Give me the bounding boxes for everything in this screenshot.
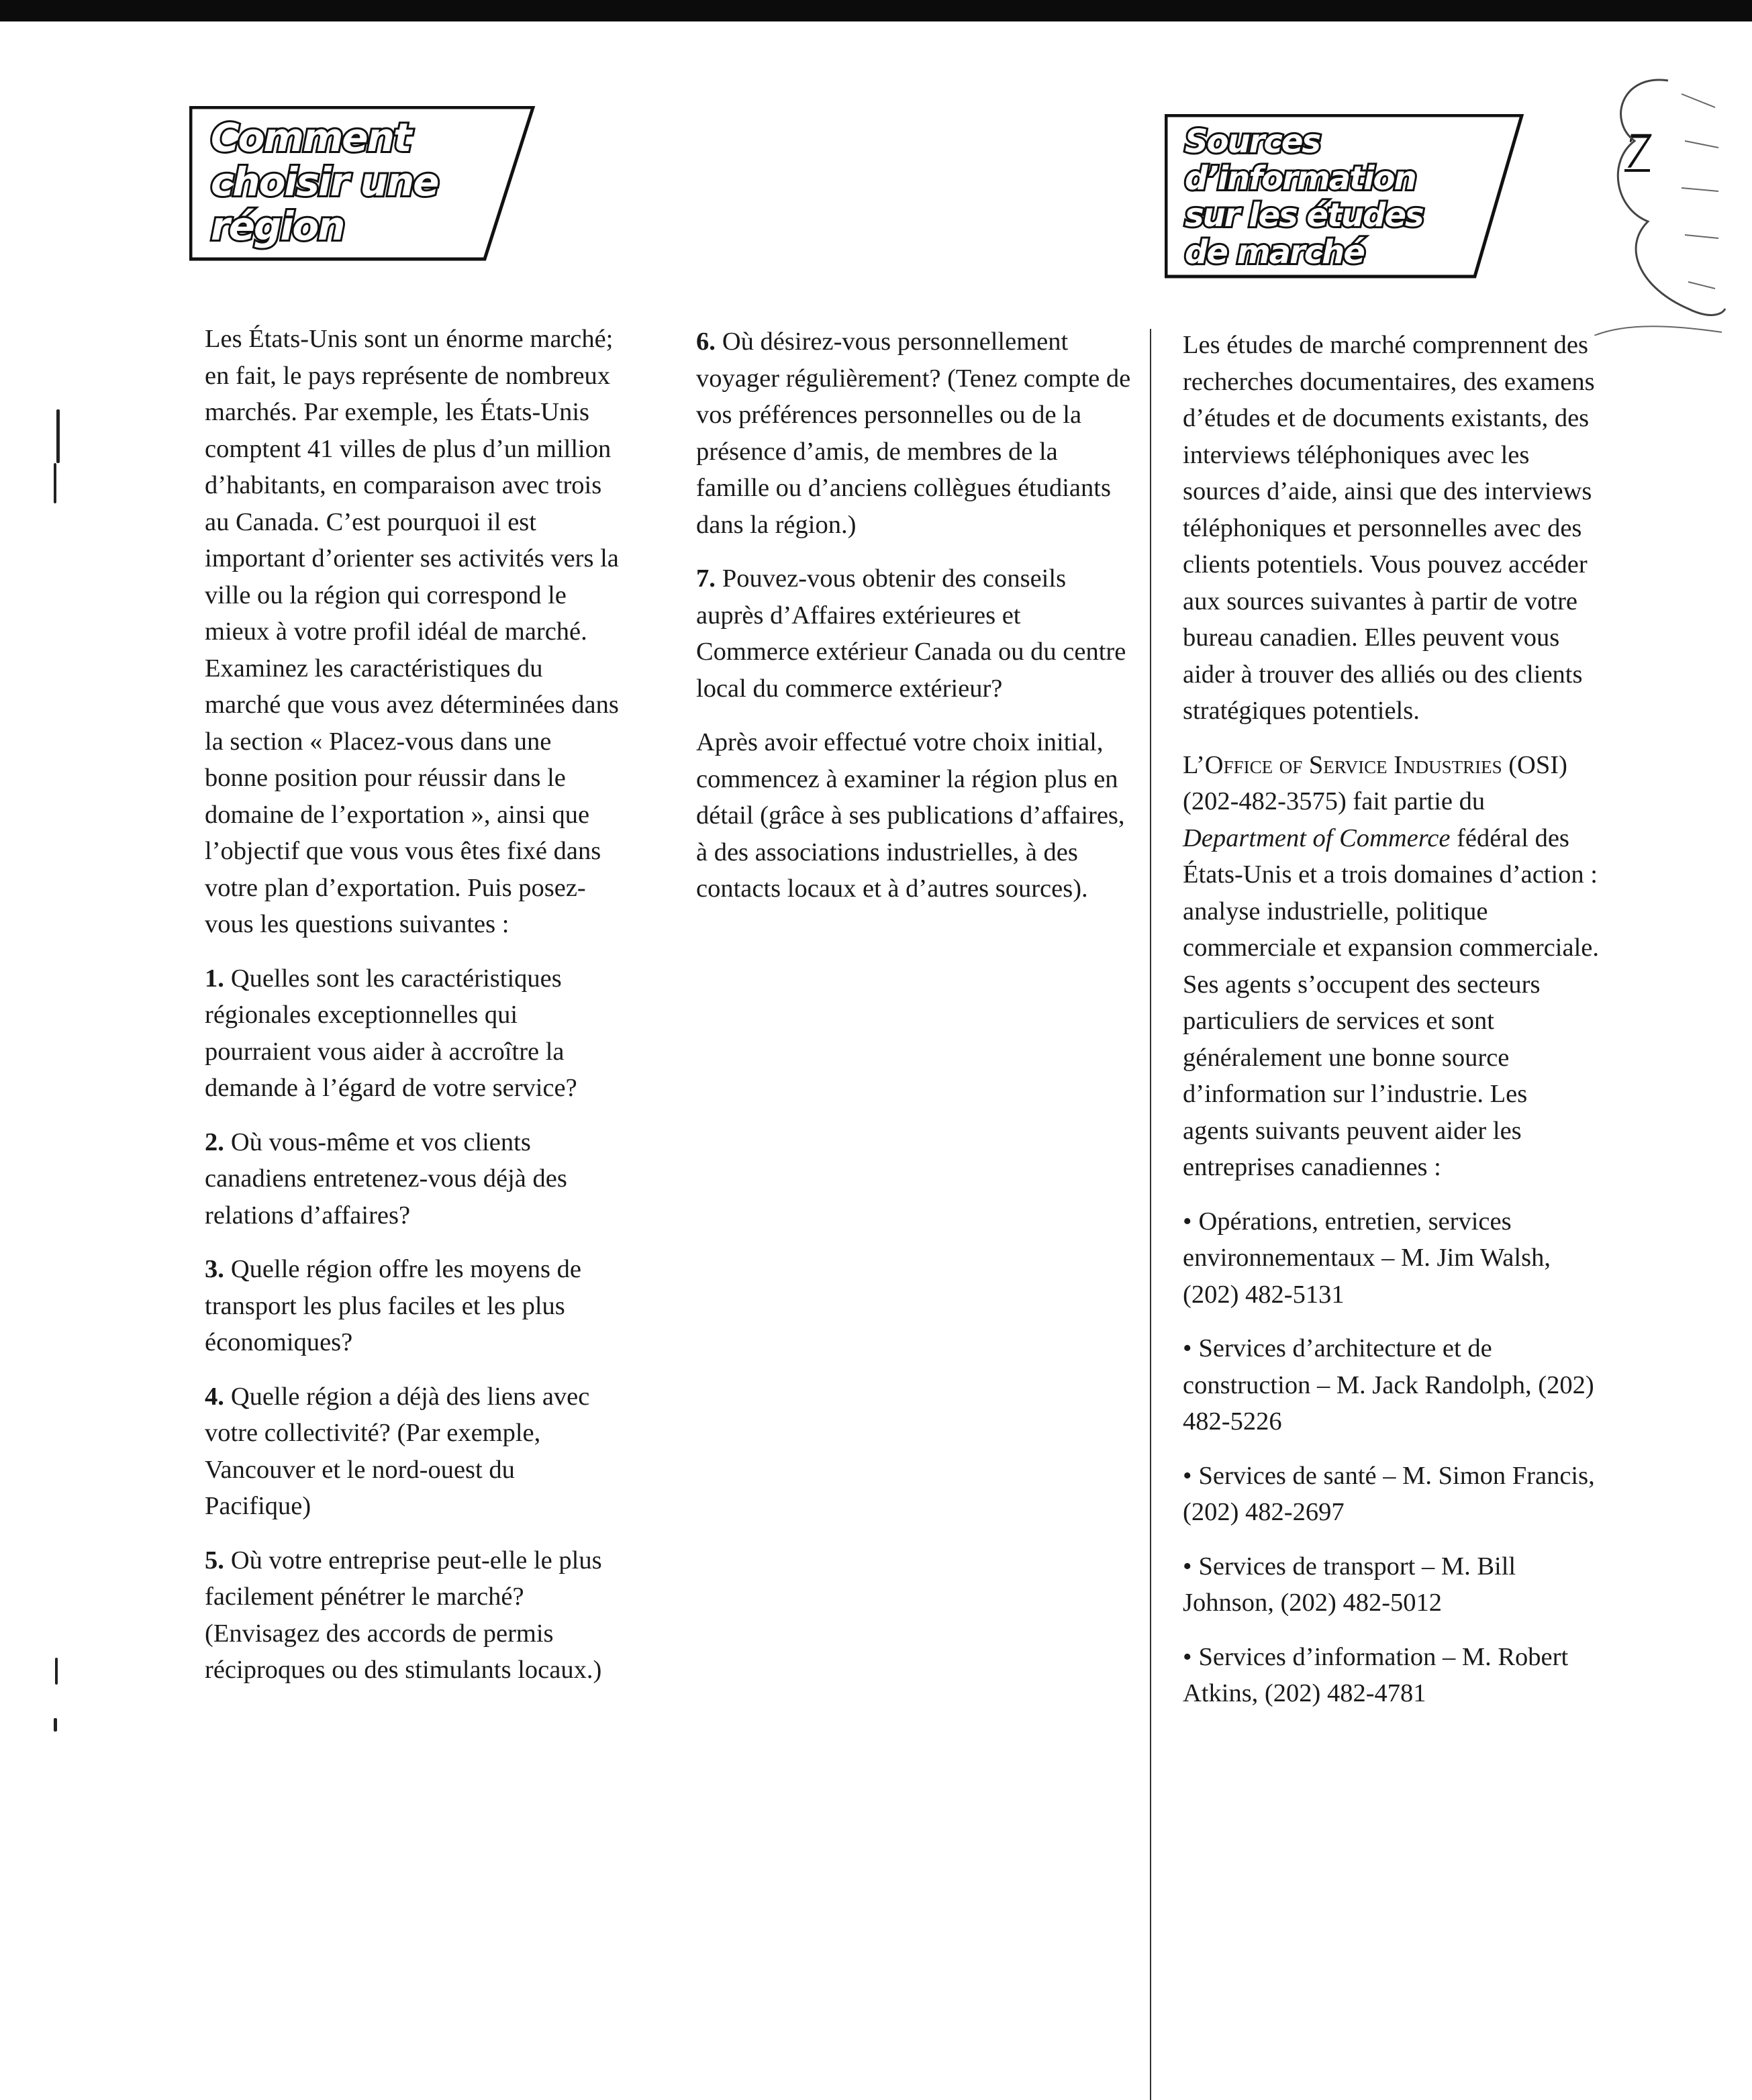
- column-divider: [1150, 329, 1151, 2100]
- osi-name: L’Office of Service Industries: [1183, 750, 1502, 779]
- question-item: [205, 960, 621, 1107]
- contact-service: Services d’information –: [1198, 1642, 1456, 1671]
- question-number: 3.: [205, 1255, 224, 1283]
- intro-paragraph: Les États-Unis sont un énorme marché; en fait, le pays représente de nombreux marchés. Par exemple, les États-Unis comptent 41 villes de plus d’un million d’habitants, en comparaison avec trois au Canada. C’est pourquoi il est important d’orienter ses activités vers la ville ou la région qui correspond le mieux à votre profil idéal de marché. Examinez les caractéristiques du marché que vous avez déterminées dans la section « Placez-vous dans une bonne position pour réussir dans le domaine de l’exportation », ainsi que l’objectif que vous vous êtes fixé dans votre plan d’exportation. Puis posez-vous les questions suivantes :: [205, 325, 619, 938]
- contact-service: Services de transport –: [1198, 1552, 1435, 1581]
- contact-person: M. Robert Atkins, (202) 482-4781: [1183, 1642, 1569, 1707]
- contact-person: M. Jim Walsh, (202) 482-5131: [1183, 1244, 1551, 1309]
- question-number: 5.: [205, 1546, 224, 1574]
- osi-paragraph: [1183, 747, 1599, 1186]
- contact-person: M. Bill Johnson, (202) 482-5012: [1183, 1552, 1516, 1617]
- question-text: Quelle région offre les moyens de transport les plus faciles et les plus économiques?: [205, 1255, 581, 1356]
- question-text: Quelles sont les caractéristiques régionales exceptionnelles qui pourraient vous aider à accroître la demande à l’égard de votre service?: [205, 964, 577, 1102]
- question-text: Pouvez-vous obtenir des conseils auprès d’Affaires extérieures et Commerce extérieur Canada ou du centre local du commerce extérieur?: [696, 564, 1126, 703]
- contact-item: • Services de santé – M. Simon Francis, (202) 482-2697: [1183, 1461, 1595, 1526]
- question-text: Où votre entreprise peut-elle le plus facilement pénétrer le marché? (Envisagez des accords de permis réciproques ou des stimulants locaux.): [205, 1546, 602, 1684]
- question-item: [205, 1379, 621, 1525]
- contact-person: M. Jack Randolph, (202) 482-5226: [1183, 1370, 1594, 1436]
- contact-service: Services de santé –: [1198, 1461, 1396, 1490]
- intro-paragraph: Les études de marché comprennent des recherches documentaires, des examens d’études et de documents existants, des interviews téléphoniques avec les sources d’aide, ainsi que des interviews téléphoniques et personnelles avec des clients potentiels. Vous pouvez accéder aux sources suivantes à partir de votre bureau canadien. Elles peuvent vous aider à trouver des alliés ou des clients stratégiques potentiels.: [1183, 331, 1595, 725]
- contact-person: M. Simon Francis, (202) 482-2697: [1183, 1461, 1595, 1526]
- section-banner-sources: [1165, 114, 1527, 282]
- scan-mark: [54, 1718, 57, 1732]
- scan-mark: [55, 1658, 58, 1685]
- contact-item: • Services de transport – M. Bill Johnson, (202) 482-5012: [1183, 1552, 1516, 1617]
- osi-description: fédéral des États-Unis et a trois domaines d’action : analyse industrielle, politique commerciale et expansion commerciale. Ses agents s’occupent des secteurs particuliers de services et sont généralement une bonne source d’information sur l’industrie. Les agents suivants peuvent aider les entreprises canadiennes :: [1183, 823, 1599, 1181]
- osi-department: Department of Commerce: [1183, 823, 1451, 852]
- question-text: Où vous-même et vos clients canadiens entretenez-vous déjà des relations d’affaires?: [205, 1128, 567, 1230]
- binding-ring-icon: [1581, 67, 1729, 336]
- contact-service: Services d’architecture et de construction –: [1183, 1334, 1492, 1399]
- column-region-choice-continued: [696, 323, 1132, 925]
- section-title-sources: Sources d’information sur les études de marché: [1185, 123, 1423, 271]
- question-item: [205, 1251, 621, 1361]
- column-region-choice: [205, 321, 621, 1706]
- contact-item: • Opérations, entretien, services environnementaux – M. Jim Walsh, (202) 482-5131: [1183, 1207, 1551, 1309]
- contact-service: Opérations, entretien, services environnementaux –: [1183, 1207, 1512, 1272]
- question-number: 1.: [205, 964, 224, 993]
- section-banner-region: [189, 106, 538, 264]
- page-number: 7: [1624, 123, 1650, 179]
- question-item: [205, 1124, 621, 1234]
- column-market-research-sources: [1183, 327, 1599, 1730]
- section-title-region: Comment choisir une région: [211, 115, 438, 249]
- question-number: 4.: [205, 1382, 224, 1411]
- scan-top-band: [0, 0, 1752, 21]
- contact-item: • Services d’information – M. Robert Atkins, (202) 482-4781: [1183, 1642, 1569, 1707]
- question-item: [205, 1542, 621, 1689]
- question-number: 6.: [696, 328, 716, 356]
- question-item: [696, 323, 1132, 543]
- question-number: 7.: [696, 564, 716, 593]
- question-text: Où désirez-vous personnellement voyager régulièrement? (Tenez compte de vos préférences personnelles ou de la présence d’amis, de membres de la famille ou d’anciens collègues étudiants dans la région.): [696, 328, 1131, 539]
- question-text: Quelle région a déjà des liens avec votre collectivité? (Par exemple, Vancouver et le nord-ouest du Pacifique): [205, 1382, 590, 1520]
- closing-paragraph: Après avoir effectué votre choix initial, commencez à examiner la région plus en détail (grâce à ses publications d’affaires, à des associations industrielles, à des contacts locaux et à d’autres sources).: [696, 728, 1125, 903]
- contact-item: • Services d’architecture et de construction – M. Jack Randolph, (202) 482-5226: [1183, 1334, 1594, 1436]
- question-number: 2.: [205, 1128, 224, 1156]
- osi-phone: (OSI) (202-482-3575) fait partie du: [1183, 750, 1567, 815]
- scan-mark: [54, 463, 56, 503]
- question-item: [696, 560, 1132, 707]
- scan-mark: [56, 409, 60, 463]
